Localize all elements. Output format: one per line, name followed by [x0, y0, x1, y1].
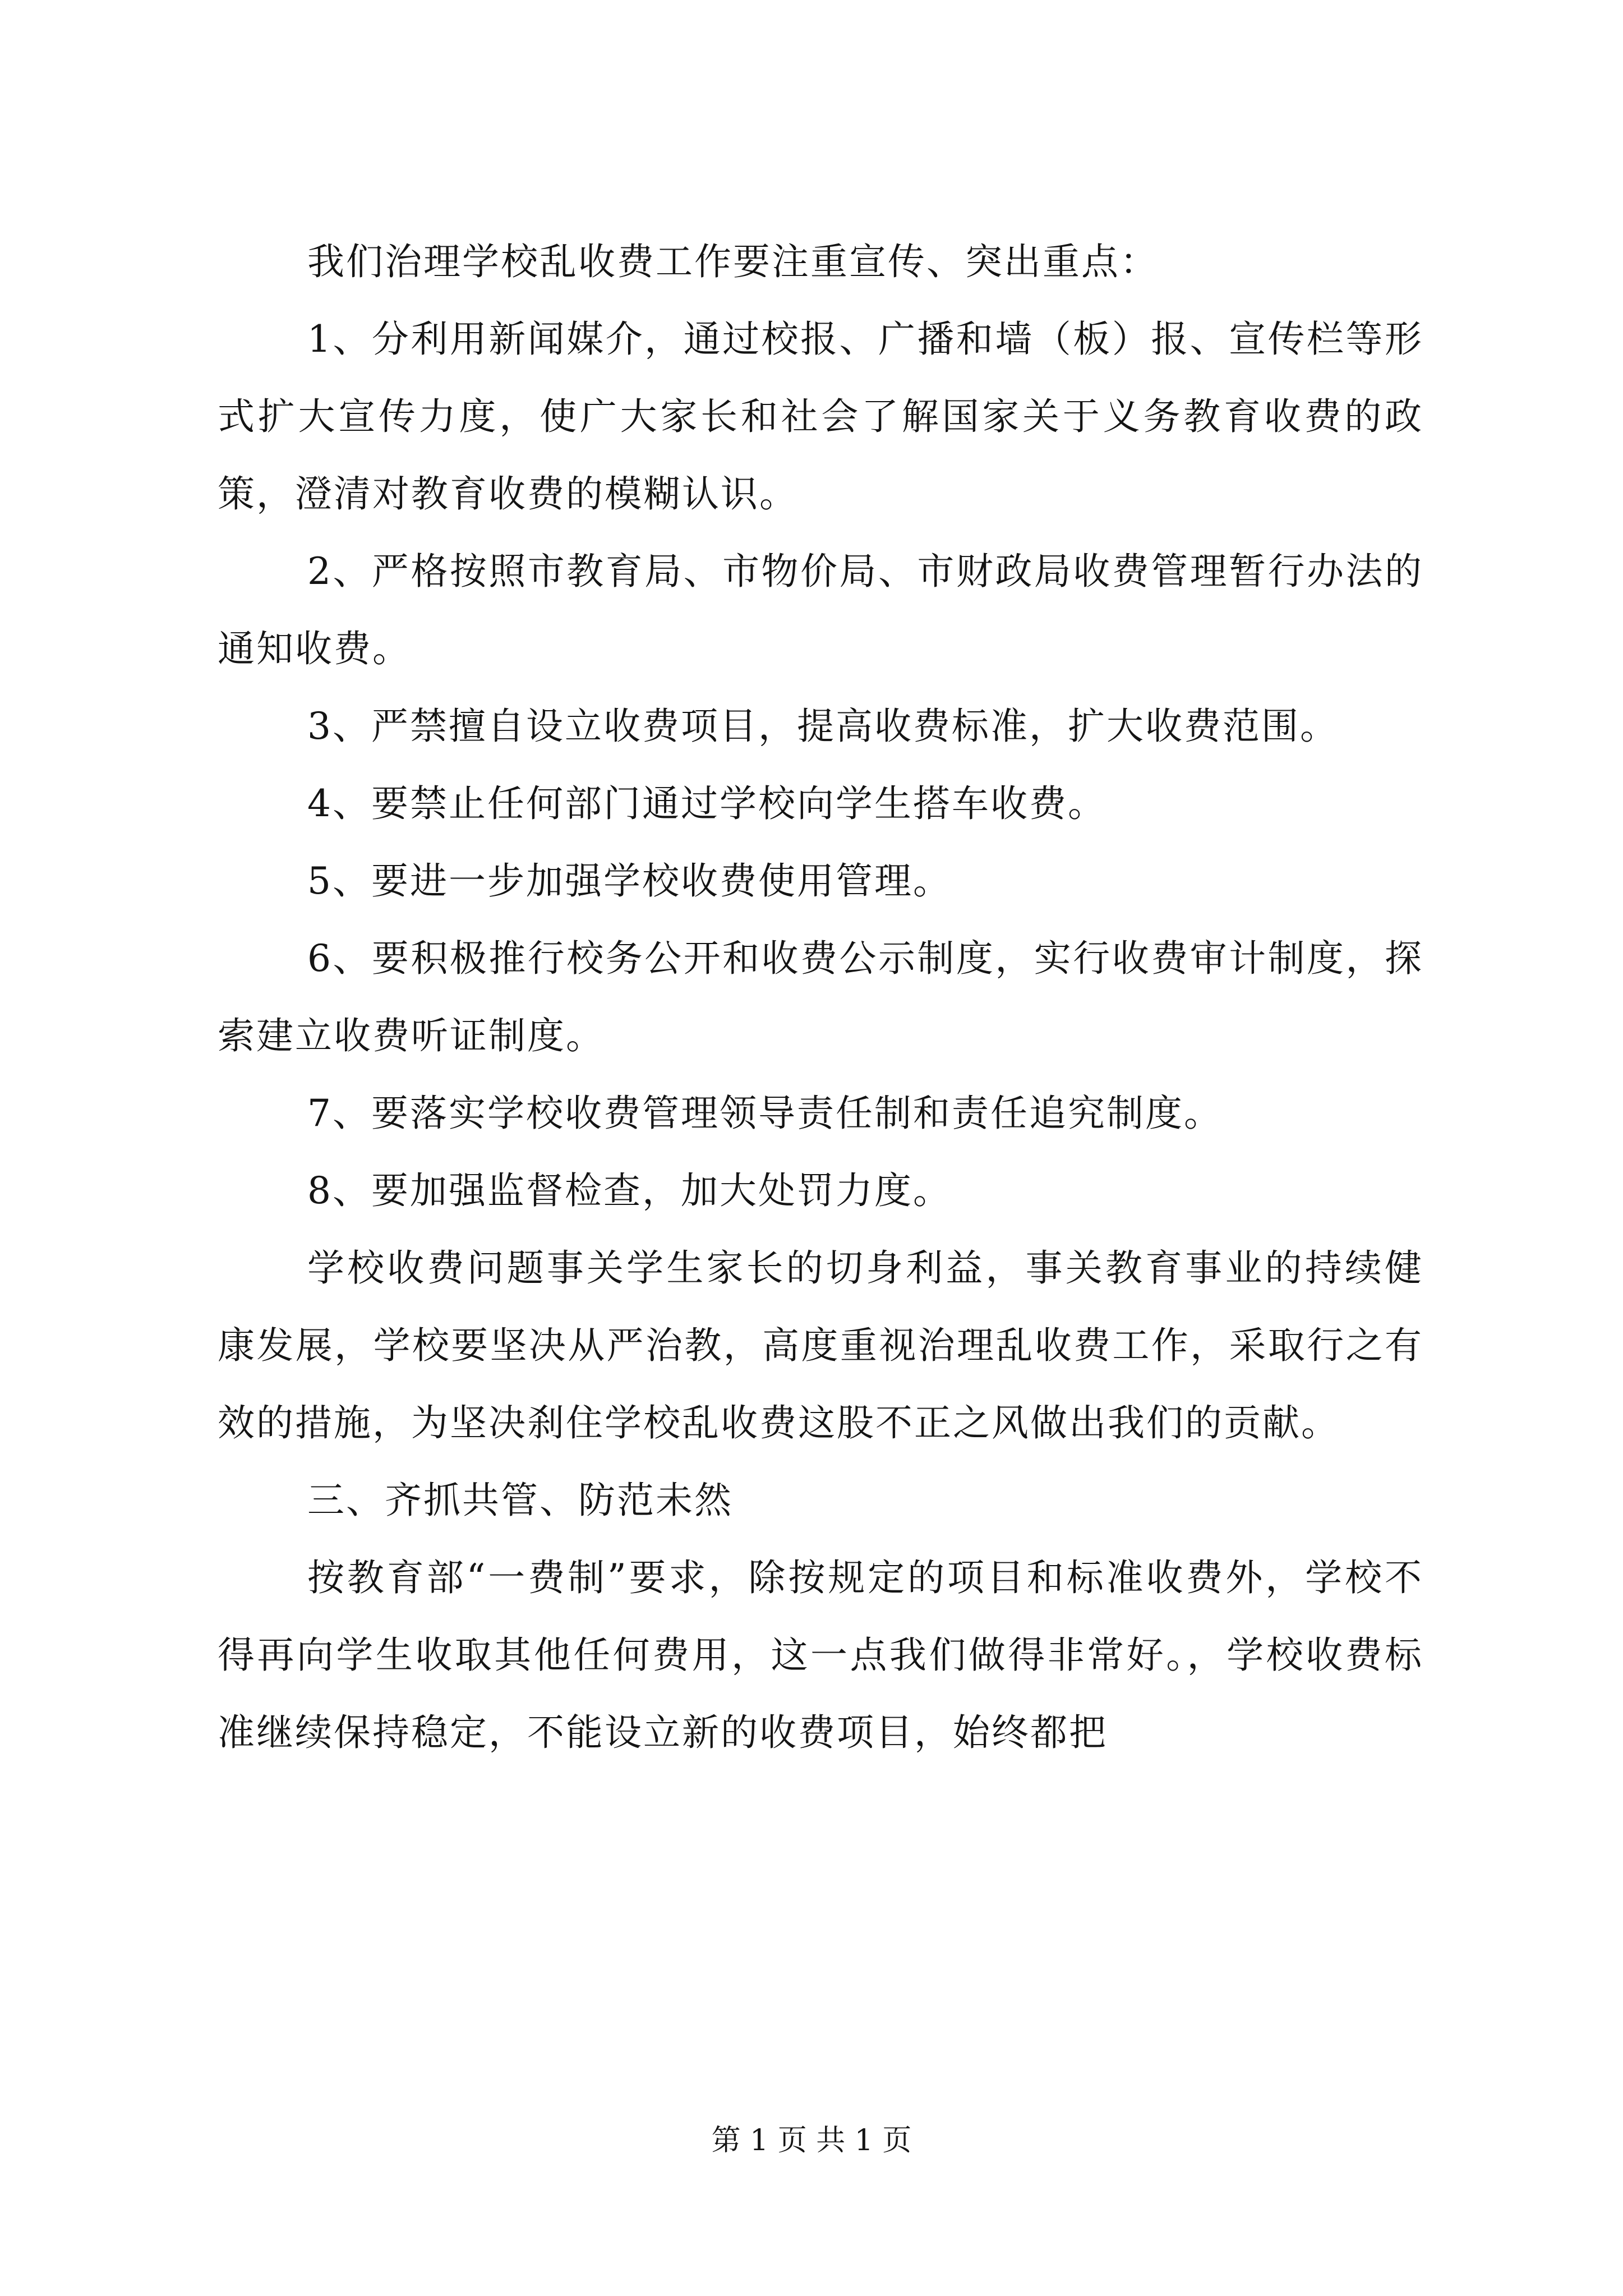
paragraph-item-8: 8、要加强监督检查，加大处罚力度。 [307, 1169, 952, 1212]
page-footer: 第 1 页 共 1 页 [711, 2124, 912, 2157]
document-body [218, 223, 1423, 1772]
paragraph-item-2: 2、严格按照市教育局、市物价局、市财政局收费管理暂行办法的通知收费。 [218, 550, 1423, 670]
paragraph-item-1: 1、分利用新闻媒介，通过校报、广播和墙（板）报、宣传栏等形式扩大宣传力度，使广大家长和社会了解国家关于义务教育收费的政策，澄清对教育收费的模糊认识。 [218, 318, 1423, 516]
paragraph-intro: 我们治理学校乱收费工作要注重宣传、突出重点： [307, 240, 1159, 283]
paragraph-one-fee-system: 按教育部“一费制”要求，除按规定的项目和标准收费外，学校不得再向学生收取其他任何费用，这一点我们做得非常好。，学校收费标准继续保持稳定，不能设立新的收费项目，始终都把 [218, 1556, 1423, 1754]
paragraph-summary: 学校收费问题事关学生家长的切身利益，事关教育事业的持续健康发展，学校要坚决从严治教，高度重视治理乱收费工作，采取行之有效的措施，为坚决刹住学校乱收费这股不正之风做出我们的贡献。 [218, 1246, 1423, 1444]
paragraph-item-5: 5、要进一步加强学校收费使用管理。 [307, 859, 952, 903]
paragraph-item-3: 3、严禁擅自设立收费项目，提高收费标准，扩大收费范围。 [307, 705, 1339, 748]
paragraph-item-6: 6、要积极推行校务公开和收费公示制度，实行收费审计制度，探索建立收费听证制度。 [218, 937, 1423, 1057]
paragraph-item-4: 4、要禁止任何部门通过学校向学生搭车收费。 [307, 782, 1106, 825]
section-heading: 三、齐抓共管、防范未然 [307, 1479, 733, 1522]
paragraph-item-7: 7、要落实学校收费管理领导责任制和责任追究制度。 [307, 1092, 1223, 1135]
